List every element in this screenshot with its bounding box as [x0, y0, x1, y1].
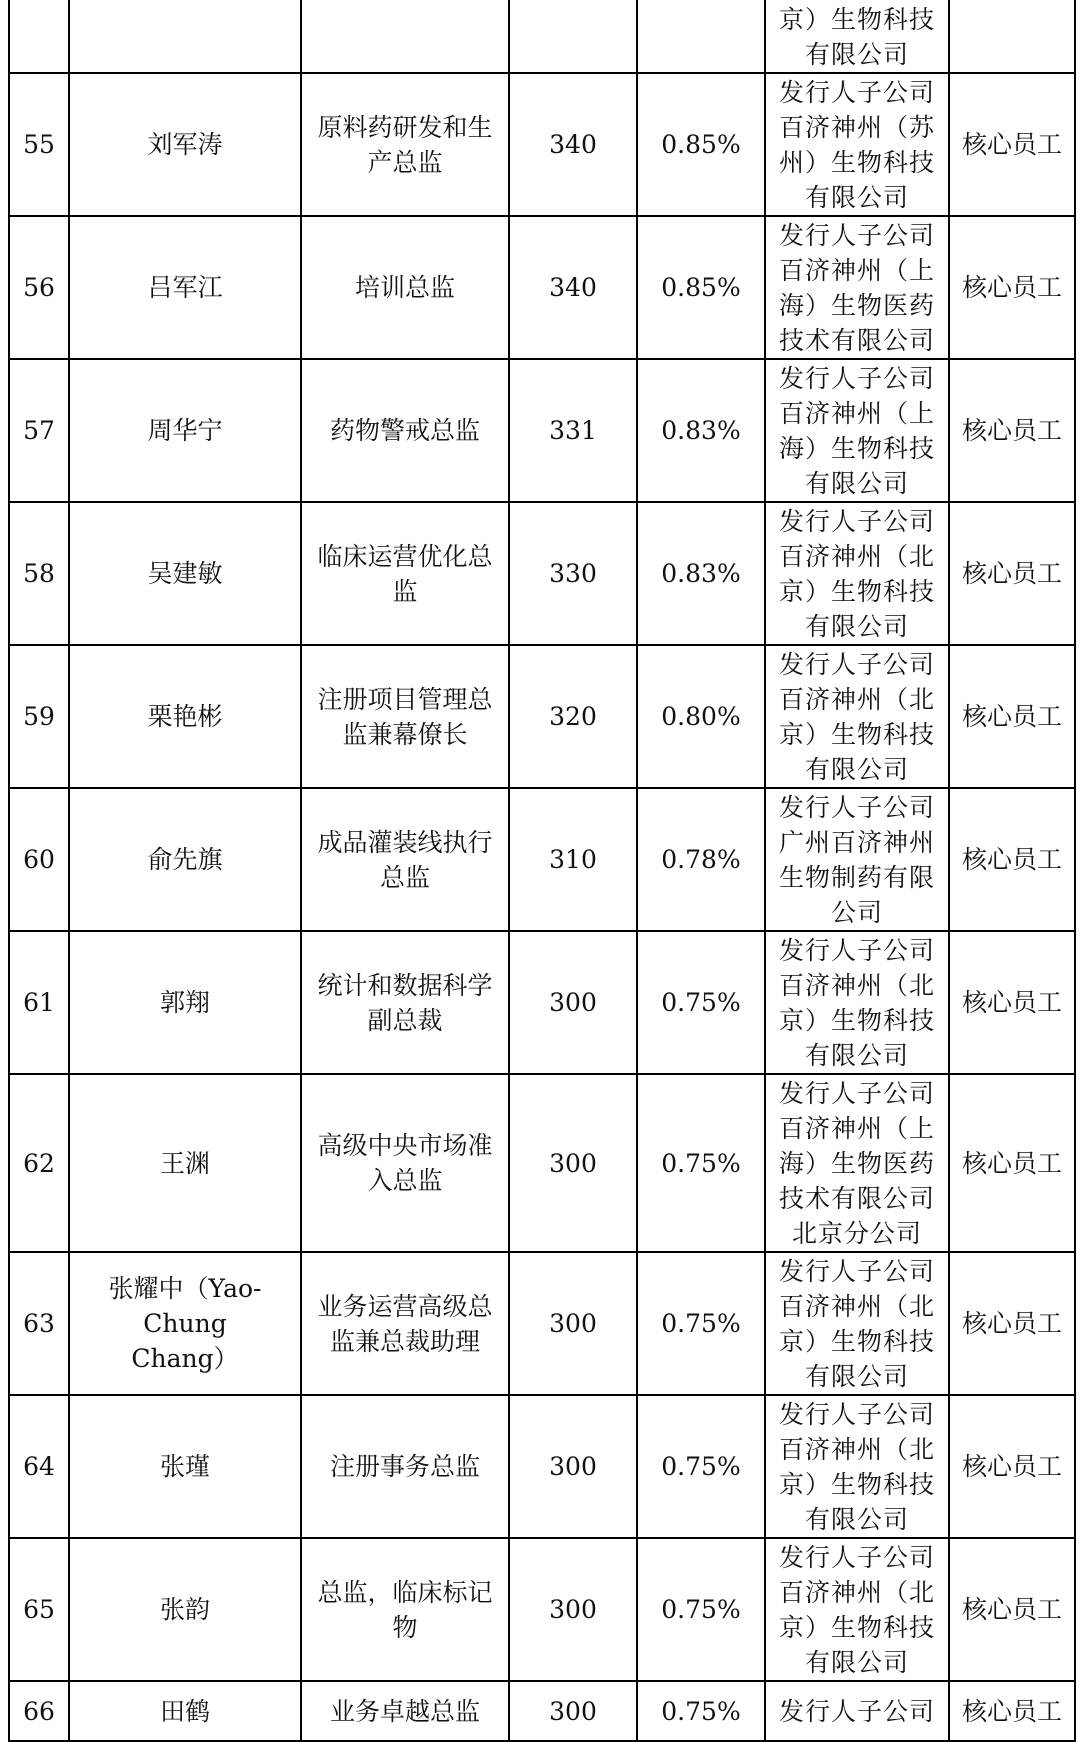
employee-type: 核心员工 [961, 1696, 1062, 1726]
cell-shares [509, 1074, 637, 1252]
table-row [9, 359, 1075, 502]
cell-company [765, 1074, 949, 1252]
cell-no [9, 0, 69, 73]
share-ratio: 0.78% [661, 845, 741, 874]
company-line: 技术有限公司 [778, 1183, 935, 1213]
employee-name: 田鹤 [159, 1696, 210, 1726]
cell-title [301, 1395, 509, 1538]
cell-title [301, 645, 509, 788]
cell-no [9, 1395, 69, 1538]
company-line: 有限公司 [804, 1040, 909, 1070]
cell-company [765, 0, 949, 73]
cell-name [69, 1074, 301, 1252]
row-number: 61 [23, 988, 55, 1017]
row-number: 56 [23, 273, 55, 302]
share-ratio: 0.75% [661, 1148, 741, 1178]
cell-name [69, 1538, 301, 1681]
cell-type [949, 1681, 1075, 1741]
cell-type [949, 73, 1075, 216]
share-amount: 340 [549, 273, 597, 302]
company-line: 发行人子公司 [778, 935, 935, 965]
company-line: 百济神州（北 [778, 970, 935, 1000]
cell-type [949, 645, 1075, 788]
cell-title [301, 1074, 509, 1252]
cell-shares [509, 216, 637, 359]
cell-type [949, 0, 1075, 73]
company-line: 有限公司 [804, 754, 909, 784]
employee-type: 核心员工 [961, 1595, 1062, 1624]
share-amount: 300 [549, 1309, 597, 1338]
job-title-line: 业务卓越总监 [329, 1696, 480, 1726]
job-title-line: 原料药研发和生 [317, 112, 493, 142]
share-ratio: 0.85% [661, 273, 741, 302]
cell-no [9, 216, 69, 359]
cell-no [9, 645, 69, 788]
employee-type: 核心员工 [961, 1452, 1062, 1481]
employee-type: 核心员工 [961, 559, 1062, 588]
employee-type: 核心员工 [961, 845, 1062, 874]
cell-no [9, 502, 69, 645]
employee-name: 张韵 [159, 1595, 210, 1624]
cell-ratio [637, 1681, 765, 1741]
cell-name [69, 1681, 301, 1741]
table-body [9, 0, 1075, 1741]
company-line: 百济神州（北 [778, 1291, 935, 1321]
employee-name: Chang） [131, 1344, 239, 1373]
cell-type [949, 1395, 1075, 1538]
company-line: 有限公司 [804, 182, 909, 212]
cell-name [69, 1395, 301, 1538]
company-line: 百济神州（上 [778, 398, 935, 428]
table-row [9, 788, 1075, 931]
cell-shares [509, 1681, 637, 1741]
company-line: 百济神州（北 [778, 1434, 935, 1464]
cell-shares [509, 73, 637, 216]
cell-company [765, 1252, 949, 1395]
company-line: 发行人子公司 [778, 77, 935, 107]
job-title-line: 注册项目管理总 [317, 684, 493, 714]
cell-title [301, 1252, 509, 1395]
employee-name: 王渊 [159, 1148, 210, 1178]
employee-name: 刘军涛 [147, 130, 223, 159]
job-title-line: 业务运营高级总 [317, 1291, 493, 1321]
table-row [9, 1252, 1075, 1395]
cell-company [765, 931, 949, 1074]
job-title-line: 成品灌装线执行 [317, 827, 493, 857]
company-line: 有限公司 [804, 1647, 909, 1677]
job-title-line: 入总监 [367, 1166, 443, 1195]
company-line: 发行人子公司 [778, 363, 935, 393]
share-ratio: 0.75% [661, 988, 741, 1017]
cell-ratio [637, 0, 765, 73]
cell-type [949, 1252, 1075, 1395]
company-line: 生物制药有限 [778, 862, 935, 892]
company-line: 百济神州（上 [778, 1113, 935, 1143]
cell-type [949, 931, 1075, 1074]
cell-shares [509, 1252, 637, 1395]
cell-name [69, 1252, 301, 1395]
company-line: 发行人子公司 [778, 649, 935, 679]
row-number: 66 [23, 1696, 55, 1726]
table-row [9, 931, 1075, 1074]
company-line: 京）生物科技 [778, 1326, 935, 1356]
job-title-line: 物 [392, 1612, 418, 1642]
cell-company [765, 359, 949, 502]
company-line: 有限公司 [804, 468, 909, 498]
job-title-line: 监兼总裁助理 [329, 1326, 480, 1356]
table-row [9, 1074, 1075, 1252]
share-amount: 330 [549, 559, 597, 588]
company-line: 公司 [830, 897, 883, 927]
employee-name: 栗艳彬 [147, 702, 223, 731]
share-amount: 340 [549, 130, 597, 159]
table-row [9, 502, 1075, 645]
cell-ratio [637, 788, 765, 931]
cell-title [301, 502, 509, 645]
table-row [9, 645, 1075, 788]
table-row [9, 1681, 1075, 1741]
cell-title [301, 788, 509, 931]
cell-company [765, 502, 949, 645]
company-line: 发行人子公司 [778, 792, 935, 822]
share-ratio: 0.75% [661, 1696, 741, 1726]
cell-name [69, 73, 301, 216]
cell-shares [509, 931, 637, 1074]
employee-type: 核心员工 [961, 702, 1062, 731]
company-line: 北京分公司 [791, 1218, 922, 1248]
cell-title [301, 359, 509, 502]
cell-shares [509, 1395, 637, 1538]
cell-shares [509, 502, 637, 645]
cell-name [69, 359, 301, 502]
cell-shares [509, 645, 637, 788]
share-amount: 300 [549, 1148, 597, 1178]
company-line: 发行人子公司 [778, 1696, 935, 1726]
cell-company [765, 645, 949, 788]
table-row-partial [9, 0, 1075, 73]
job-title-line: 监兼幕僚长 [342, 719, 468, 749]
company-line: 京）生物科技 [778, 576, 935, 606]
cell-company [765, 788, 949, 931]
employee-type: 核心员工 [961, 416, 1062, 445]
job-title-line: 副总裁 [367, 1005, 443, 1035]
share-ratio: 0.83% [661, 559, 741, 588]
cell-company [765, 1681, 949, 1741]
company-line: 州）生物科技 [778, 147, 935, 177]
job-title-line: 总监 [379, 862, 430, 892]
cell-no [9, 1074, 69, 1252]
company-line: 京）生物科技 [778, 1612, 935, 1642]
employee-name: 吕军江 [147, 273, 223, 302]
cell-ratio [637, 359, 765, 502]
company-line: 百济神州（苏 [778, 112, 935, 142]
cell-name [69, 788, 301, 931]
job-title-line: 注册事务总监 [329, 1452, 480, 1481]
cell-no [9, 788, 69, 931]
cell-name [69, 645, 301, 788]
cell-shares [509, 0, 637, 73]
cell-shares [509, 359, 637, 502]
cell-ratio [637, 1395, 765, 1538]
row-number: 64 [23, 1452, 55, 1481]
share-ratio: 0.83% [661, 416, 741, 445]
employee-name: 吴建敏 [147, 559, 223, 588]
employee-type: 核心员工 [961, 130, 1062, 159]
job-title-line: 临床运营优化总 [317, 541, 493, 571]
cell-type [949, 359, 1075, 502]
company-line: 海）生物医药 [778, 290, 935, 320]
cell-ratio [637, 73, 765, 216]
cell-no [9, 73, 69, 216]
cell-type [949, 788, 1075, 931]
job-title-line: 高级中央市场准 [317, 1131, 493, 1160]
company-line: 发行人子公司 [778, 1542, 935, 1572]
share-ratio: 0.75% [661, 1595, 741, 1624]
table-row [9, 73, 1075, 216]
company-line: 京）生物科技 [778, 1005, 935, 1035]
share-amount: 300 [549, 988, 597, 1017]
cell-ratio [637, 931, 765, 1074]
cell-name [69, 0, 301, 73]
table-row [9, 1395, 1075, 1538]
cell-ratio [637, 645, 765, 788]
row-number: 57 [23, 416, 55, 445]
cell-title [301, 73, 509, 216]
job-title-line: 产总监 [367, 147, 443, 177]
cell-type [949, 1538, 1075, 1681]
cell-type [949, 216, 1075, 359]
cell-company [765, 216, 949, 359]
company-line: 海）生物科技 [778, 433, 935, 463]
company-line: 广州百济神州 [778, 827, 935, 857]
company-line: 京）生物科技 [778, 719, 935, 749]
row-number: 58 [23, 559, 55, 588]
company-line: 发行人子公司 [778, 1399, 935, 1429]
employee-type: 核心员工 [961, 273, 1062, 302]
cell-company [765, 1395, 949, 1538]
company-line: 有限公司 [804, 611, 909, 641]
company-line: 百济神州（北 [778, 541, 935, 571]
cell-no [9, 359, 69, 502]
company-line: 有限公司 [804, 40, 909, 69]
company-line: 百济神州（上 [778, 255, 935, 285]
job-title-line: 总监，临床标记 [317, 1577, 493, 1607]
company-line: 发行人子公司 [778, 220, 935, 250]
company-line: 发行人子公司 [778, 1256, 935, 1286]
job-title-line: 药物警戒总监 [329, 416, 480, 445]
share-amount: 300 [549, 1696, 597, 1726]
row-number: 63 [23, 1309, 55, 1338]
company-line: 有限公司 [804, 1504, 909, 1534]
cell-ratio [637, 1538, 765, 1681]
company-line: 京）生物科技 [778, 5, 935, 34]
cell-ratio [637, 502, 765, 645]
share-ratio: 0.75% [661, 1452, 741, 1481]
share-amount: 300 [549, 1595, 597, 1624]
employee-type: 核心员工 [961, 1309, 1062, 1338]
share-amount: 320 [549, 702, 597, 731]
cell-no [9, 1252, 69, 1395]
row-number: 62 [23, 1148, 55, 1178]
cell-name [69, 216, 301, 359]
job-title-line: 培训总监 [354, 273, 455, 302]
cell-type [949, 1074, 1075, 1252]
share-amount: 300 [549, 1452, 597, 1481]
cell-type [949, 502, 1075, 645]
employee-name: 周华宁 [147, 416, 223, 445]
company-line: 海）生物医药 [778, 1148, 935, 1178]
job-title-line: 统计和数据科学 [317, 970, 493, 1000]
employee-type: 核心员工 [961, 1148, 1062, 1178]
cell-company [765, 1538, 949, 1681]
row-number: 55 [23, 130, 55, 159]
cell-shares [509, 788, 637, 931]
row-number: 65 [23, 1595, 55, 1624]
job-title-line: 监 [392, 576, 418, 606]
cell-ratio [637, 1252, 765, 1395]
employee-type: 核心员工 [961, 988, 1062, 1017]
cell-title [301, 1538, 509, 1681]
share-amount: 331 [549, 416, 597, 445]
employee-name: 张耀中（Yao-Chung [108, 1274, 262, 1338]
employee-name: 俞先旗 [147, 845, 223, 874]
cell-company [765, 73, 949, 216]
cell-name [69, 502, 301, 645]
share-amount: 310 [549, 845, 597, 874]
company-line: 发行人子公司 [778, 1078, 935, 1108]
cell-ratio [637, 1074, 765, 1252]
share-ratio: 0.85% [661, 130, 741, 159]
cell-shares [509, 1538, 637, 1681]
table-row [9, 1538, 1075, 1681]
share-ratio: 0.75% [661, 1309, 741, 1338]
row-number: 60 [23, 845, 55, 874]
cell-no [9, 1538, 69, 1681]
participant-table [8, 0, 1076, 1742]
cell-title [301, 931, 509, 1074]
company-line: 技术有限公司 [778, 325, 935, 355]
cell-title [301, 216, 509, 359]
share-ratio: 0.80% [661, 702, 741, 731]
company-line: 百济神州（北 [778, 1577, 935, 1607]
cell-ratio [637, 216, 765, 359]
cell-title [301, 1681, 509, 1741]
cell-no [9, 931, 69, 1074]
employee-name: 张瑾 [159, 1452, 210, 1481]
row-number: 59 [23, 702, 55, 731]
company-line: 发行人子公司 [778, 506, 935, 536]
company-line: 有限公司 [804, 1361, 909, 1391]
employee-name: 郭翔 [159, 988, 210, 1017]
table-row [9, 216, 1075, 359]
company-line: 京）生物科技 [778, 1469, 935, 1499]
cell-title [301, 0, 509, 73]
cell-no [9, 1681, 69, 1741]
company-line: 百济神州（北 [778, 684, 935, 714]
cell-name [69, 931, 301, 1074]
